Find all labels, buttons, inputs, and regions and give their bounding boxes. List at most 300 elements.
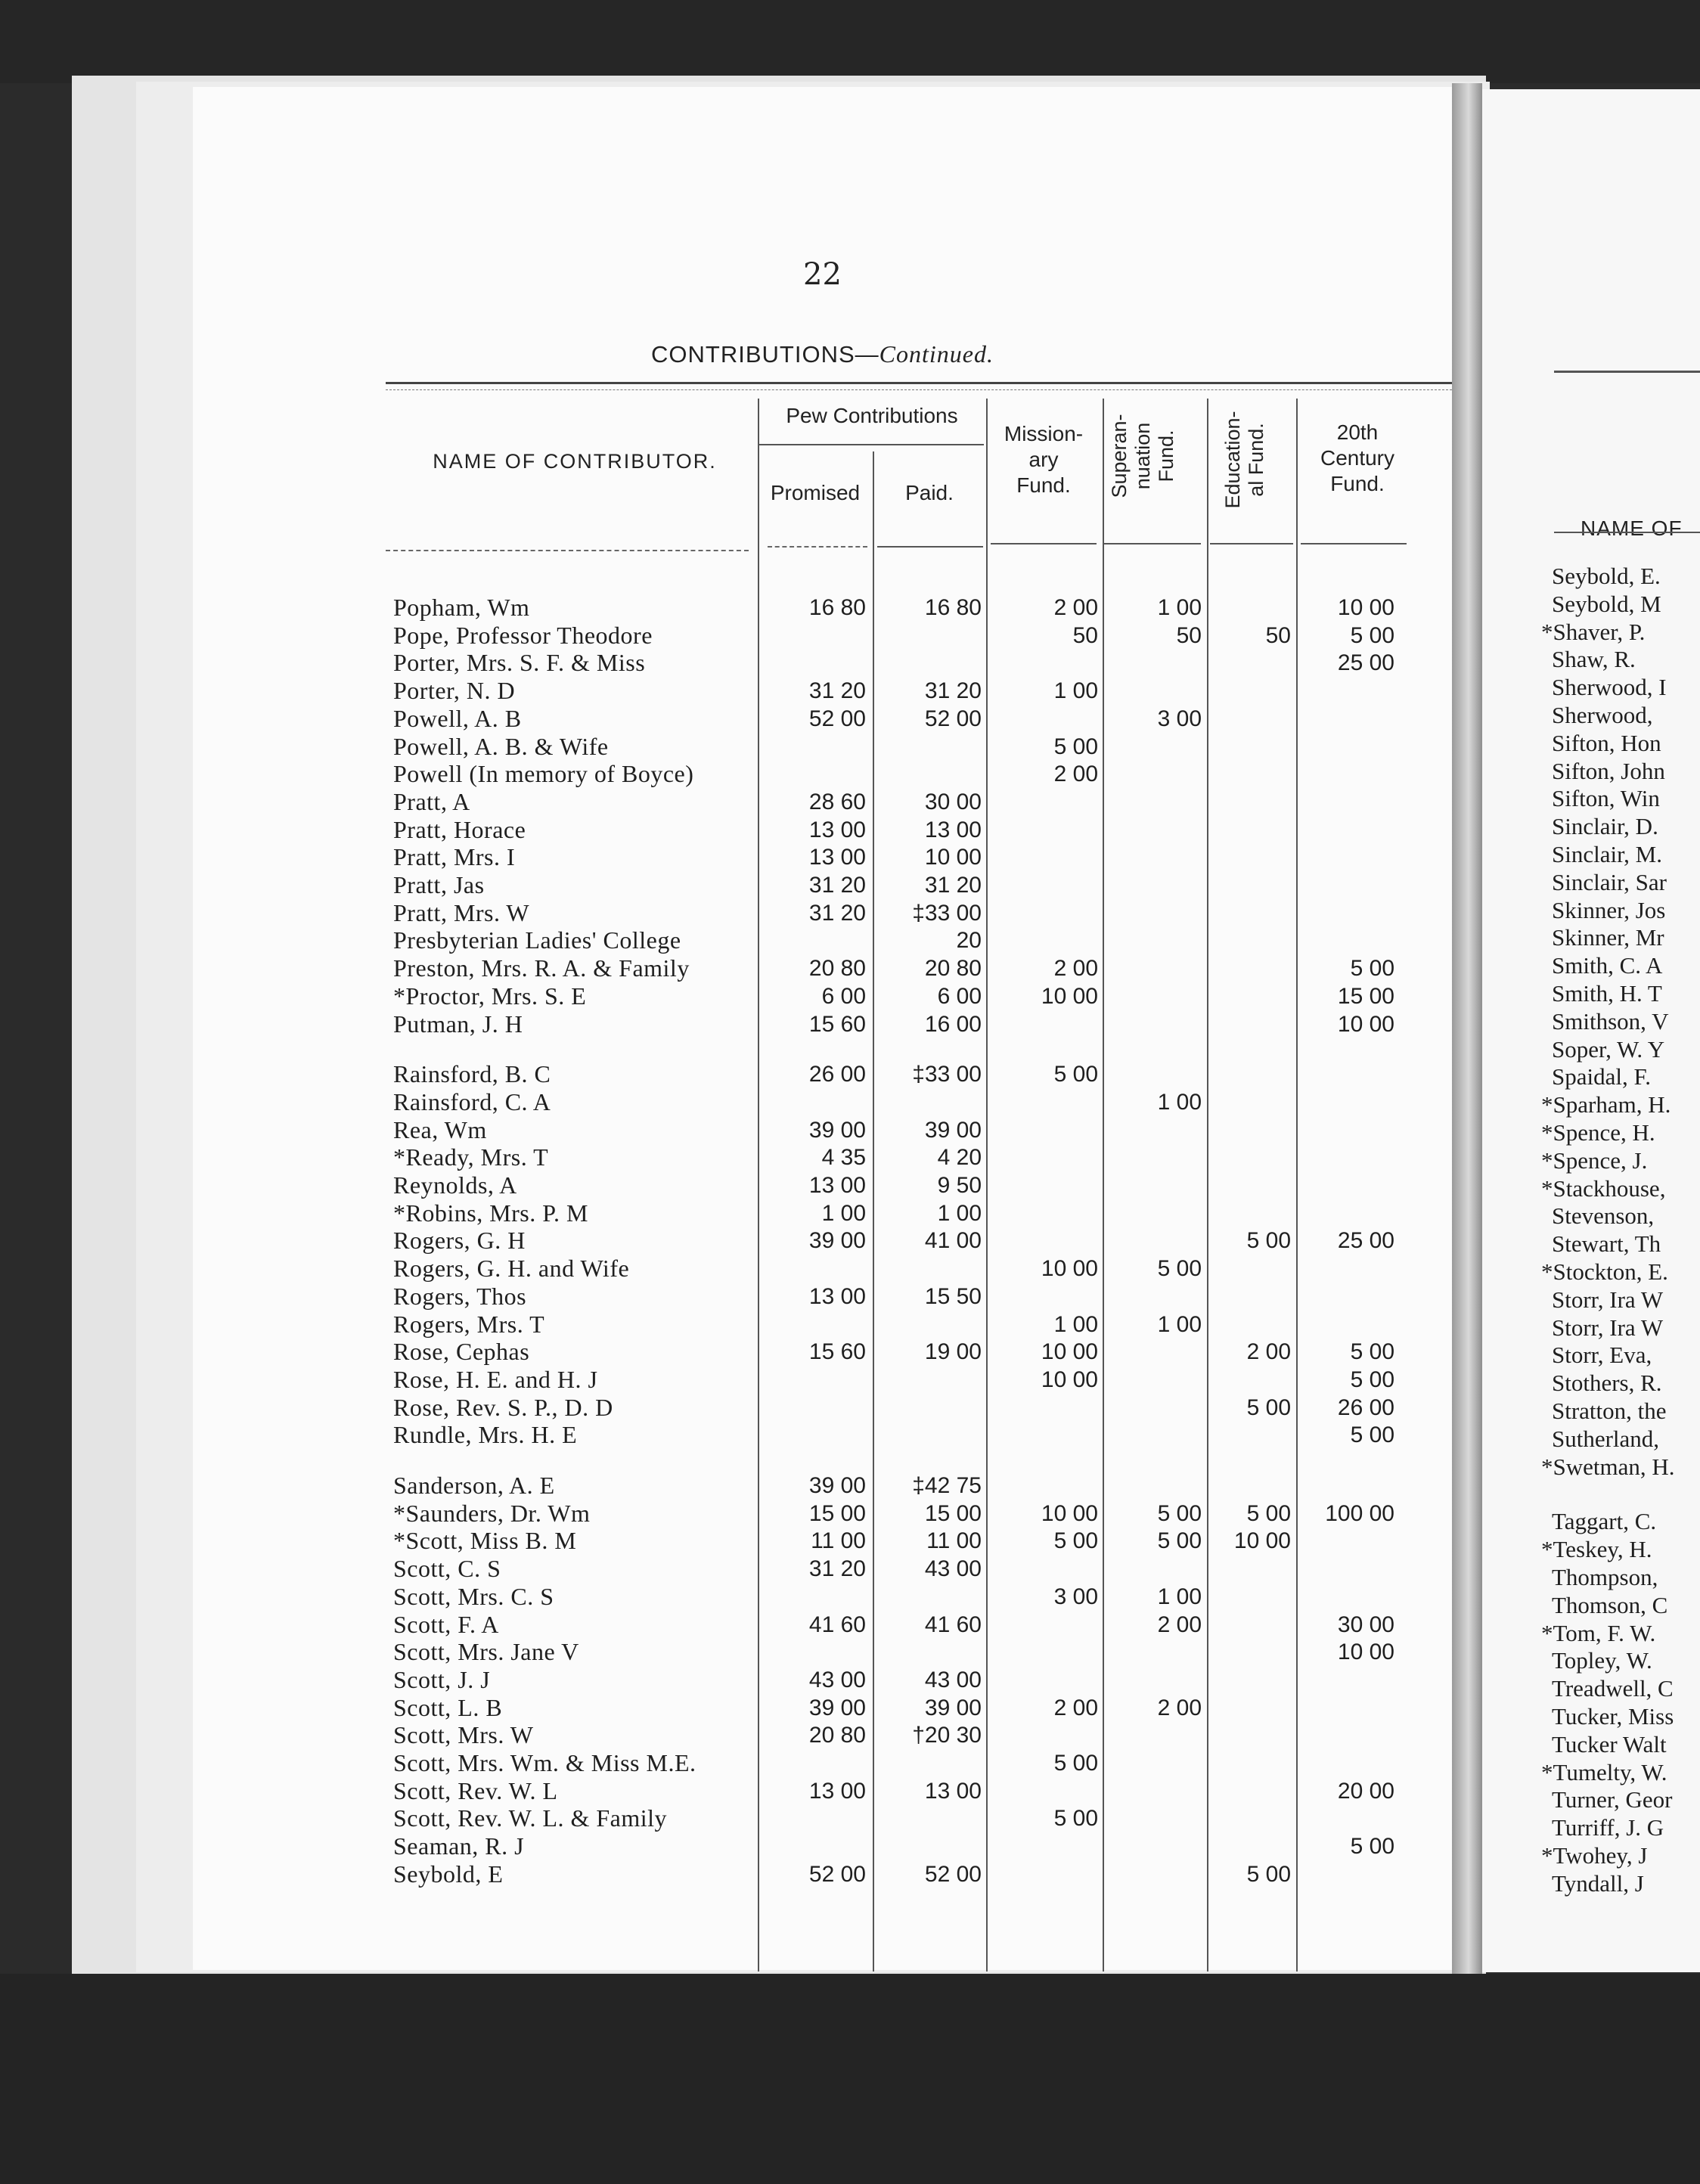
century-amount: 5 00 bbox=[1350, 956, 1394, 982]
paid-amount bbox=[885, 1749, 982, 1777]
century-amount bbox=[1308, 1860, 1394, 1888]
century-amount bbox=[1308, 1060, 1394, 1088]
superannuation-amount bbox=[1114, 1555, 1202, 1583]
table-row bbox=[193, 1421, 1452, 1449]
header-promised: Promised bbox=[770, 481, 861, 504]
missionary-amount bbox=[998, 1555, 1098, 1583]
table-row bbox=[193, 622, 1452, 650]
educational-amount bbox=[1216, 1199, 1291, 1227]
contributor-name: Pratt, Jas bbox=[393, 871, 485, 898]
table-row bbox=[193, 649, 1452, 677]
facing-list-item: Skinner, Mr bbox=[1552, 924, 1664, 951]
educational-amount bbox=[1216, 1421, 1291, 1449]
promised-amount bbox=[771, 1749, 866, 1777]
contributor-name: Rainsford, C. A bbox=[393, 1087, 551, 1115]
missionary-amount bbox=[998, 1394, 1098, 1422]
missionary-amount bbox=[998, 1199, 1098, 1227]
educational-amount bbox=[1216, 816, 1291, 844]
header-20th-century-fund bbox=[1282, 420, 1433, 497]
promised-amount bbox=[771, 1638, 866, 1666]
scan-background-top bbox=[0, 0, 1700, 83]
missionary-amount: 10 00 bbox=[1041, 1367, 1098, 1392]
century-amount: 26 00 bbox=[1337, 1394, 1394, 1420]
facing-page bbox=[1482, 89, 1700, 1972]
century-amount bbox=[1308, 1116, 1394, 1144]
facing-list-item: Taggart, C. bbox=[1552, 1508, 1657, 1535]
educational-amount bbox=[1216, 1832, 1291, 1860]
century-amount: 5 00 bbox=[1350, 1367, 1394, 1392]
superannuation-amount: 1 00 bbox=[1157, 1311, 1202, 1337]
facing-list-item: Smith, H. T bbox=[1552, 980, 1662, 1007]
educational-amount bbox=[1216, 1694, 1291, 1722]
educational-amount bbox=[1216, 1171, 1291, 1199]
educational-amount bbox=[1216, 871, 1291, 899]
superannuation-amount bbox=[1114, 1010, 1202, 1038]
contributor-name: *Scott, Miss B. M bbox=[393, 1527, 577, 1555]
facing-list-item: Sutherland, bbox=[1552, 1425, 1660, 1452]
missionary-amount bbox=[998, 1010, 1098, 1038]
contributor-name: Scott, Mrs. C. S bbox=[393, 1582, 554, 1610]
paid-amount: 10 00 bbox=[924, 845, 982, 870]
educational-amount bbox=[1216, 899, 1291, 927]
promised-amount: 13 00 bbox=[808, 1173, 866, 1198]
educational-amount: 50 bbox=[1265, 622, 1291, 648]
header-missionary-line1: Mission- bbox=[1004, 422, 1084, 445]
contributor-name: Scott, Mrs. Jane V bbox=[393, 1638, 579, 1666]
missionary-amount bbox=[998, 871, 1098, 899]
promised-amount: 13 00 bbox=[808, 1283, 866, 1309]
scan-background-bottom bbox=[0, 1974, 1700, 2184]
paid-amount bbox=[885, 1394, 982, 1422]
table-row bbox=[193, 1283, 1452, 1311]
superannuation-amount bbox=[1114, 1638, 1202, 1666]
educational-amount bbox=[1216, 954, 1291, 982]
table-row bbox=[193, 1227, 1452, 1255]
contributor-name: Scott, Mrs. Wm. & Miss M.E. bbox=[393, 1749, 696, 1776]
missionary-amount bbox=[998, 1832, 1098, 1860]
missionary-amount: 10 00 bbox=[1041, 1500, 1098, 1526]
table-title-caps: CONTRIBUTIONS— bbox=[651, 341, 879, 368]
facing-header: NAME OF bbox=[1581, 517, 1683, 540]
facing-list-item: Sherwood, I bbox=[1552, 674, 1667, 701]
facing-list-item: Sherwood, bbox=[1552, 702, 1653, 728]
promised-amount: 15 60 bbox=[808, 1339, 866, 1365]
table-row bbox=[193, 1199, 1452, 1227]
paid-amount: 52 00 bbox=[924, 706, 982, 731]
contributor-name: Pratt, A bbox=[393, 787, 470, 815]
header-paid: Paid. bbox=[905, 481, 954, 504]
table-row bbox=[193, 1666, 1452, 1694]
table-row bbox=[193, 733, 1452, 761]
missionary-amount bbox=[998, 1088, 1098, 1116]
contributor-name: Scott, L. B bbox=[393, 1693, 503, 1721]
facing-list-item: Treadwell, C bbox=[1552, 1675, 1674, 1702]
table-row bbox=[193, 1171, 1452, 1199]
educational-amount bbox=[1216, 788, 1291, 816]
facing-list-item: Stothers, R. bbox=[1552, 1370, 1662, 1397]
promised-amount: 6 00 bbox=[821, 983, 866, 1009]
promised-amount: 4 35 bbox=[821, 1145, 866, 1171]
promised-amount: 13 00 bbox=[808, 1778, 866, 1804]
table-row bbox=[193, 1777, 1452, 1805]
table-title bbox=[193, 340, 1452, 368]
contributor-name: Powell (In memory of Boyce) bbox=[393, 760, 694, 788]
promised-amount: 43 00 bbox=[808, 1667, 866, 1692]
superannuation-amount bbox=[1114, 1366, 1202, 1394]
table-row bbox=[193, 1311, 1452, 1339]
superannuation-amount bbox=[1114, 1666, 1202, 1694]
header-bottom-rule-superannuation bbox=[1104, 543, 1201, 544]
header-century-line1: 20th bbox=[1336, 420, 1379, 444]
table-row bbox=[193, 1088, 1452, 1116]
contributor-name: Scott, J. J bbox=[393, 1665, 491, 1693]
missionary-amount: 5 00 bbox=[1053, 1806, 1098, 1832]
facing-list-item: Tucker Walt bbox=[1552, 1730, 1667, 1757]
superannuation-amount bbox=[1114, 816, 1202, 844]
contributor-name: Scott, Rev. W. L bbox=[393, 1776, 558, 1804]
contributor-name: Pratt, Horace bbox=[393, 815, 526, 843]
missionary-amount bbox=[998, 926, 1098, 954]
superannuation-amount bbox=[1114, 1338, 1202, 1366]
superannuation-amount bbox=[1114, 788, 1202, 816]
paid-amount: 19 00 bbox=[924, 1339, 982, 1365]
paid-amount bbox=[885, 1583, 982, 1611]
header-pew-contributions: Pew Contributions bbox=[786, 404, 958, 427]
header-educational-line2: al Fund. bbox=[1245, 423, 1267, 497]
facing-list-item: Seybold, E. bbox=[1552, 563, 1661, 589]
contributor-name: Rundle, Mrs. H. E bbox=[393, 1421, 578, 1449]
educational-amount bbox=[1216, 1088, 1291, 1116]
educational-amount: 5 00 bbox=[1246, 1394, 1291, 1420]
promised-amount bbox=[771, 1804, 866, 1832]
top-rule bbox=[386, 382, 1452, 384]
missionary-amount bbox=[998, 816, 1098, 844]
table-row bbox=[193, 1366, 1452, 1394]
superannuation-amount bbox=[1114, 954, 1202, 982]
missionary-amount: 3 00 bbox=[1053, 1584, 1098, 1609]
paid-amount bbox=[885, 1366, 982, 1394]
table-row bbox=[193, 1394, 1452, 1422]
contributor-name: Scott, C. S bbox=[393, 1555, 501, 1583]
contributor-name: *Ready, Mrs. T bbox=[393, 1143, 549, 1171]
contributor-name: Rainsford, B. C bbox=[393, 1060, 551, 1088]
century-amount: 5 00 bbox=[1350, 1422, 1394, 1448]
paid-amount: 20 80 bbox=[924, 956, 982, 982]
missionary-amount bbox=[998, 705, 1098, 733]
contributor-name: Pratt, Mrs. I bbox=[393, 843, 516, 871]
table-row bbox=[193, 677, 1452, 705]
century-amount bbox=[1308, 926, 1394, 954]
paid-amount bbox=[885, 760, 982, 788]
paid-amount: ‡33 00 bbox=[912, 1062, 982, 1087]
century-amount bbox=[1308, 1088, 1394, 1116]
superannuation-amount bbox=[1114, 1060, 1202, 1088]
missionary-amount bbox=[998, 1472, 1098, 1500]
table-row bbox=[193, 1255, 1452, 1283]
facing-list-item: Stewart, Th bbox=[1552, 1230, 1661, 1258]
missionary-amount: 2 00 bbox=[1053, 595, 1098, 620]
missionary-amount: 10 00 bbox=[1041, 1339, 1098, 1365]
facing-header-rule bbox=[1554, 532, 1700, 533]
contributor-name: Scott, Rev. W. L. & Family bbox=[393, 1804, 668, 1832]
paid-amount bbox=[885, 1255, 982, 1283]
facing-list-item: Smithson, V bbox=[1552, 1007, 1669, 1035]
contributor-name: Powell, A. B bbox=[393, 704, 522, 732]
contributor-name: Seaman, R. J bbox=[393, 1832, 525, 1860]
superannuation-amount: 2 00 bbox=[1157, 1695, 1202, 1720]
educational-amount bbox=[1216, 1749, 1291, 1777]
facing-list-item: *Stackhouse, bbox=[1541, 1174, 1666, 1202]
table-row bbox=[193, 1527, 1452, 1555]
missionary-amount: 2 00 bbox=[1053, 956, 1098, 982]
facing-list-item: Turriff, J. G bbox=[1552, 1814, 1664, 1841]
contributor-name: Sanderson, A. E bbox=[393, 1472, 555, 1499]
contributor-name: Rogers, Mrs. T bbox=[393, 1310, 545, 1338]
century-amount: 10 00 bbox=[1337, 1011, 1394, 1037]
table-row bbox=[193, 760, 1452, 788]
century-amount bbox=[1308, 843, 1394, 871]
contributor-name: Pope, Professor Theodore bbox=[393, 621, 653, 649]
missionary-amount bbox=[998, 1777, 1098, 1805]
missionary-amount: 10 00 bbox=[1041, 983, 1098, 1009]
contributor-name: Rose, Rev. S. P., D. D bbox=[393, 1393, 613, 1421]
promised-amount: 13 00 bbox=[808, 845, 866, 870]
contributor-name: Rogers, G. H bbox=[393, 1227, 526, 1255]
missionary-amount: 10 00 bbox=[1041, 1256, 1098, 1282]
promised-amount bbox=[771, 1394, 866, 1422]
century-amount bbox=[1308, 1721, 1394, 1749]
facing-list-item: Sinclair, M. bbox=[1552, 841, 1662, 867]
paid-amount bbox=[885, 1088, 982, 1116]
promised-amount bbox=[771, 1421, 866, 1449]
promised-amount bbox=[771, 1311, 866, 1339]
century-amount bbox=[1308, 733, 1394, 761]
paid-amount: 31 20 bbox=[924, 678, 982, 704]
facing-list-item: *Twohey, J bbox=[1541, 1842, 1648, 1869]
paid-amount bbox=[885, 649, 982, 677]
missionary-amount bbox=[998, 788, 1098, 816]
educational-amount bbox=[1216, 1777, 1291, 1805]
educational-amount bbox=[1216, 760, 1291, 788]
ledger-page bbox=[193, 87, 1452, 1970]
contributor-name: Rogers, G. H. and Wife bbox=[393, 1255, 630, 1283]
facing-list-item: Shaw, R. bbox=[1552, 646, 1636, 673]
missionary-amount: 2 00 bbox=[1053, 1695, 1098, 1720]
century-amount: 30 00 bbox=[1337, 1612, 1394, 1637]
century-amount: 5 00 bbox=[1350, 622, 1394, 648]
superannuation-amount: 3 00 bbox=[1157, 706, 1202, 731]
paid-amount: 30 00 bbox=[924, 789, 982, 814]
missionary-amount bbox=[998, 1283, 1098, 1311]
century-amount: 5 00 bbox=[1350, 1834, 1394, 1860]
educational-amount bbox=[1216, 1116, 1291, 1144]
promised-amount: 28 60 bbox=[808, 789, 866, 814]
promised-amount bbox=[771, 1088, 866, 1116]
missionary-amount: 2 00 bbox=[1053, 762, 1098, 787]
facing-list-item: *Shaver, P. bbox=[1541, 618, 1646, 645]
superannuation-amount bbox=[1114, 1472, 1202, 1500]
contributor-name: Rose, Cephas bbox=[393, 1338, 530, 1366]
missionary-amount: 1 00 bbox=[1053, 678, 1098, 704]
educational-amount bbox=[1216, 677, 1291, 705]
century-amount bbox=[1308, 1527, 1394, 1555]
facing-list-item: Storr, Ira W bbox=[1552, 1286, 1664, 1313]
facing-list-item: Thomson, C bbox=[1552, 1591, 1668, 1618]
table-row bbox=[193, 816, 1452, 844]
paid-amount: 16 80 bbox=[924, 595, 982, 620]
facing-list-item: Soper, W. Y bbox=[1552, 1035, 1665, 1063]
table-row bbox=[193, 1060, 1452, 1088]
superannuation-amount bbox=[1114, 926, 1202, 954]
contributor-name: Rogers, Thos bbox=[393, 1282, 527, 1310]
century-amount bbox=[1308, 1583, 1394, 1611]
header-bottom-rule-century bbox=[1301, 543, 1407, 544]
missionary-amount bbox=[998, 1721, 1098, 1749]
facing-list-item: Sifton, Hon bbox=[1552, 729, 1661, 756]
promised-amount: 26 00 bbox=[808, 1062, 866, 1087]
educational-amount bbox=[1216, 1283, 1291, 1311]
promised-amount: 1 00 bbox=[821, 1200, 866, 1226]
missionary-amount bbox=[998, 899, 1098, 927]
promised-amount: 31 20 bbox=[808, 1556, 866, 1582]
promised-amount: 16 80 bbox=[808, 595, 866, 620]
facing-list-item: *Spence, J. bbox=[1541, 1146, 1648, 1174]
century-amount bbox=[1308, 1804, 1394, 1832]
table-row bbox=[193, 1694, 1452, 1722]
table-row bbox=[193, 982, 1452, 1010]
facing-list-item: Thompson, bbox=[1552, 1564, 1658, 1590]
paid-amount: 15 00 bbox=[924, 1500, 982, 1526]
superannuation-amount bbox=[1114, 843, 1202, 871]
century-amount bbox=[1308, 677, 1394, 705]
promised-amount: 41 60 bbox=[808, 1612, 866, 1637]
superannuation-amount: 1 00 bbox=[1157, 1584, 1202, 1609]
table-row bbox=[193, 1860, 1452, 1888]
century-amount bbox=[1308, 1472, 1394, 1500]
superannuation-amount: 2 00 bbox=[1157, 1612, 1202, 1637]
superannuation-amount bbox=[1114, 1860, 1202, 1888]
table-row bbox=[193, 1143, 1452, 1171]
contributor-name: Rose, H. E. and H. J bbox=[393, 1365, 598, 1393]
missionary-amount: 1 00 bbox=[1053, 1311, 1098, 1337]
missionary-amount: 5 00 bbox=[1053, 1528, 1098, 1554]
superannuation-amount bbox=[1114, 982, 1202, 1010]
header-pew-rule bbox=[758, 444, 984, 445]
century-amount bbox=[1308, 760, 1394, 788]
table-row bbox=[193, 1116, 1452, 1144]
facing-list-item: Spaidal, F. bbox=[1552, 1063, 1651, 1090]
missionary-amount: 5 00 bbox=[1053, 1751, 1098, 1776]
educational-amount bbox=[1216, 1311, 1291, 1339]
promised-amount: 39 00 bbox=[808, 1695, 866, 1720]
century-amount bbox=[1308, 1283, 1394, 1311]
promised-amount: 39 00 bbox=[808, 1117, 866, 1143]
missionary-amount bbox=[998, 1227, 1098, 1255]
header-educational-line1: Education- bbox=[1221, 411, 1244, 509]
superannuation-amount bbox=[1114, 733, 1202, 761]
educational-amount bbox=[1216, 1366, 1291, 1394]
facing-list-item: Skinner, Jos bbox=[1552, 896, 1666, 923]
header-superannuation-line2: nuation bbox=[1131, 422, 1154, 490]
superannuation-amount bbox=[1114, 1777, 1202, 1805]
superannuation-amount bbox=[1114, 677, 1202, 705]
century-amount: 25 00 bbox=[1337, 1228, 1394, 1254]
paid-amount: 16 00 bbox=[924, 1011, 982, 1037]
contributor-name: Presbyterian Ladies' College bbox=[393, 926, 681, 954]
facing-list-item: Sinclair, D. bbox=[1552, 813, 1658, 840]
educational-amount bbox=[1216, 1010, 1291, 1038]
educational-amount bbox=[1216, 1060, 1291, 1088]
contributor-name: Porter, Mrs. S. F. & Miss bbox=[393, 649, 646, 677]
century-amount bbox=[1308, 871, 1394, 899]
educational-amount bbox=[1216, 1583, 1291, 1611]
paid-amount: 43 00 bbox=[924, 1556, 982, 1582]
table-row bbox=[193, 1500, 1452, 1528]
promised-amount bbox=[771, 760, 866, 788]
table-row bbox=[193, 1638, 1452, 1666]
superannuation-amount bbox=[1114, 649, 1202, 677]
header-superannuation-fund bbox=[1108, 396, 1178, 517]
paid-amount bbox=[885, 1638, 982, 1666]
contributor-name: Scott, F. A bbox=[393, 1610, 499, 1638]
superannuation-amount: 50 bbox=[1176, 622, 1202, 648]
paid-amount: 1 00 bbox=[937, 1200, 982, 1226]
promised-amount: 52 00 bbox=[808, 1861, 866, 1887]
paid-amount: 4 20 bbox=[937, 1145, 982, 1171]
top-rule-dashed bbox=[386, 389, 1452, 390]
century-amount bbox=[1308, 1143, 1394, 1171]
century-amount bbox=[1308, 705, 1394, 733]
missionary-amount: 5 00 bbox=[1053, 1062, 1098, 1087]
missionary-amount bbox=[998, 1116, 1098, 1144]
educational-amount bbox=[1216, 1804, 1291, 1832]
promised-amount bbox=[771, 622, 866, 650]
paid-amount: 41 60 bbox=[924, 1612, 982, 1637]
header-bottom-rule-paid bbox=[877, 546, 983, 548]
promised-amount bbox=[771, 926, 866, 954]
superannuation-amount: 5 00 bbox=[1157, 1256, 1202, 1282]
facing-list-item: Stratton, the bbox=[1552, 1398, 1667, 1424]
paid-amount: 52 00 bbox=[924, 1861, 982, 1887]
educational-amount bbox=[1216, 733, 1291, 761]
facing-list-item: Sinclair, Sar bbox=[1552, 868, 1667, 895]
educational-amount bbox=[1216, 1666, 1291, 1694]
contributor-name: Pratt, Mrs. W bbox=[393, 898, 530, 926]
educational-amount: 10 00 bbox=[1233, 1528, 1291, 1554]
contributor-name: Rea, Wm bbox=[393, 1115, 487, 1143]
superannuation-amount bbox=[1114, 871, 1202, 899]
paid-amount bbox=[885, 1832, 982, 1860]
educational-amount bbox=[1216, 926, 1291, 954]
table-row bbox=[193, 1611, 1452, 1639]
promised-amount: 20 80 bbox=[808, 1723, 866, 1748]
facing-list-item: *Swetman, H. bbox=[1541, 1453, 1675, 1480]
paid-amount: 41 00 bbox=[924, 1228, 982, 1254]
header-superannuation-line1: Superan- bbox=[1108, 414, 1131, 498]
contributor-name: *Proctor, Mrs. S. E bbox=[393, 982, 587, 1010]
table-row bbox=[193, 1832, 1452, 1860]
century-amount: 10 00 bbox=[1337, 1640, 1394, 1665]
table-row bbox=[193, 1721, 1452, 1749]
table-row bbox=[193, 1472, 1452, 1500]
century-amount bbox=[1308, 899, 1394, 927]
century-amount bbox=[1308, 788, 1394, 816]
century-amount: 5 00 bbox=[1350, 1339, 1394, 1365]
table-row bbox=[193, 871, 1452, 899]
table-row bbox=[193, 788, 1452, 816]
century-amount bbox=[1308, 1555, 1394, 1583]
educational-amount bbox=[1216, 649, 1291, 677]
